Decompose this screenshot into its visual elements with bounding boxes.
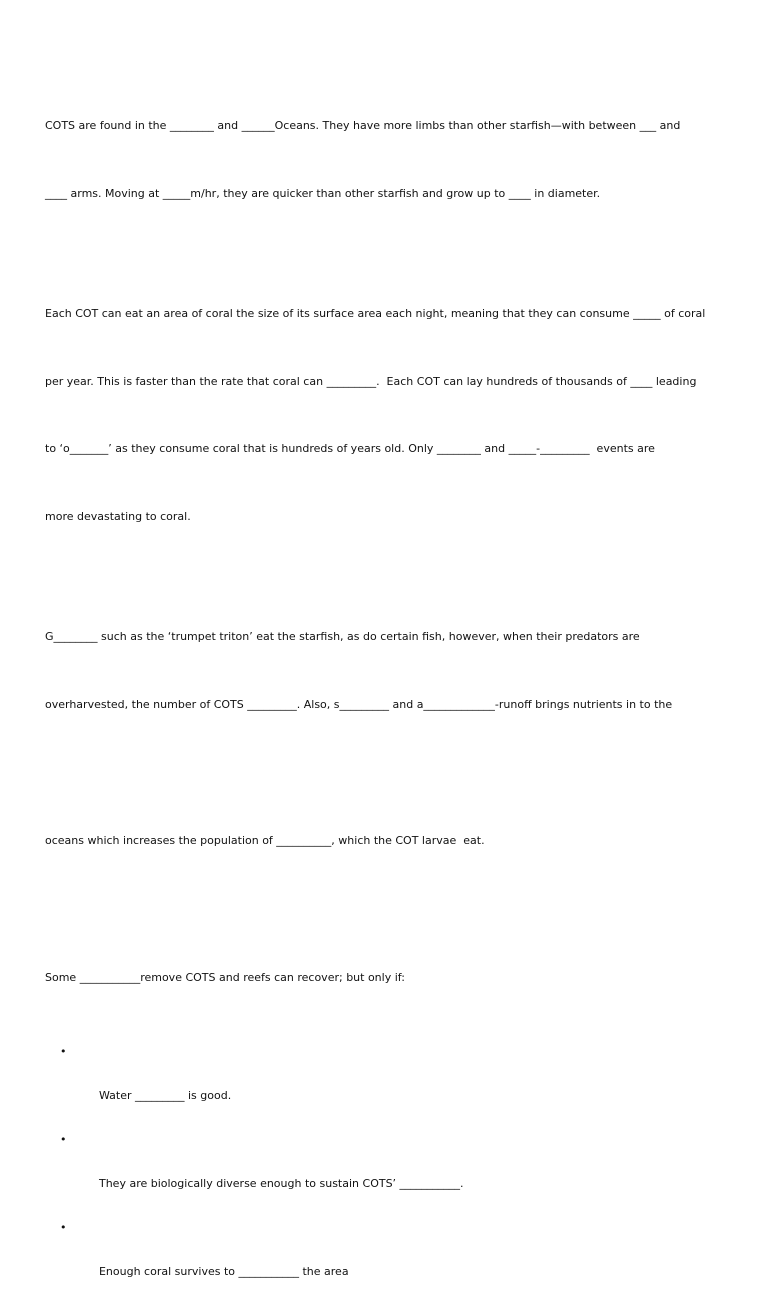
paragraph-cots-habitat: [45, 70, 715, 250]
list-item: [45, 1217, 715, 1305]
spacer: [45, 898, 715, 922]
text-line: Each COT can eat an area of coral the size of its surface area each night, meaning that they can consume _____ of coral: [45, 307, 706, 320]
list-item-text: Water _________ is good.: [98, 1089, 232, 1102]
spacer: [45, 761, 715, 785]
paragraph-cots-predators: [45, 581, 715, 761]
bullet-icon: •: [60, 1045, 67, 1058]
recovery-conditions-list: [45, 1041, 715, 1305]
list-item-text: Enough coral survives to ___________ the area: [98, 1265, 349, 1278]
list-item: [45, 1041, 715, 1129]
paragraph-cots-feeding: [45, 258, 715, 573]
text-line: more devastating to coral.: [45, 509, 191, 523]
text-line: COTS are found in the ________ and ______Oceans. They have more limbs than other starfish—with between ___ and: [45, 119, 681, 132]
text-line: overharvested, the number of COTS _________. Also, s_________ and a_____________-runoff brings nutrients in to the: [45, 697, 673, 711]
list-item: [45, 1129, 715, 1217]
text-line: ____ arms. Moving at _____m/hr, they are quicker than other starfish and grow up to ____ in diameter.: [45, 186, 601, 200]
bullet-icon: •: [60, 1133, 67, 1146]
list-item-text: They are biologically diverse enough to sustain COTS’ ___________.: [98, 1177, 464, 1190]
worksheet-page: [45, 70, 715, 1305]
bullet-icon: •: [60, 1221, 67, 1234]
text-line: G________ such as the ‘trumpet triton’ eat the starfish, as do certain fish, however, when their predators are: [45, 630, 640, 643]
text-line: per year. This is faster than the rate that coral can _________. Each COT can lay hundreds of thousands of ____ leading: [45, 374, 697, 388]
text-line: to ‘o_______’ as they consume coral that is hundreds of years old. Only ________ and _____-_________ events are: [45, 442, 655, 455]
paragraph-cots-larvae: [45, 785, 715, 898]
text-line: oceans which increases the population of __________, which the COT larvae eat.: [45, 834, 485, 847]
paragraph-recovery-intro: [45, 922, 715, 1035]
text-line: Some ___________remove COTS and reefs can recover; but only if:: [45, 970, 405, 984]
